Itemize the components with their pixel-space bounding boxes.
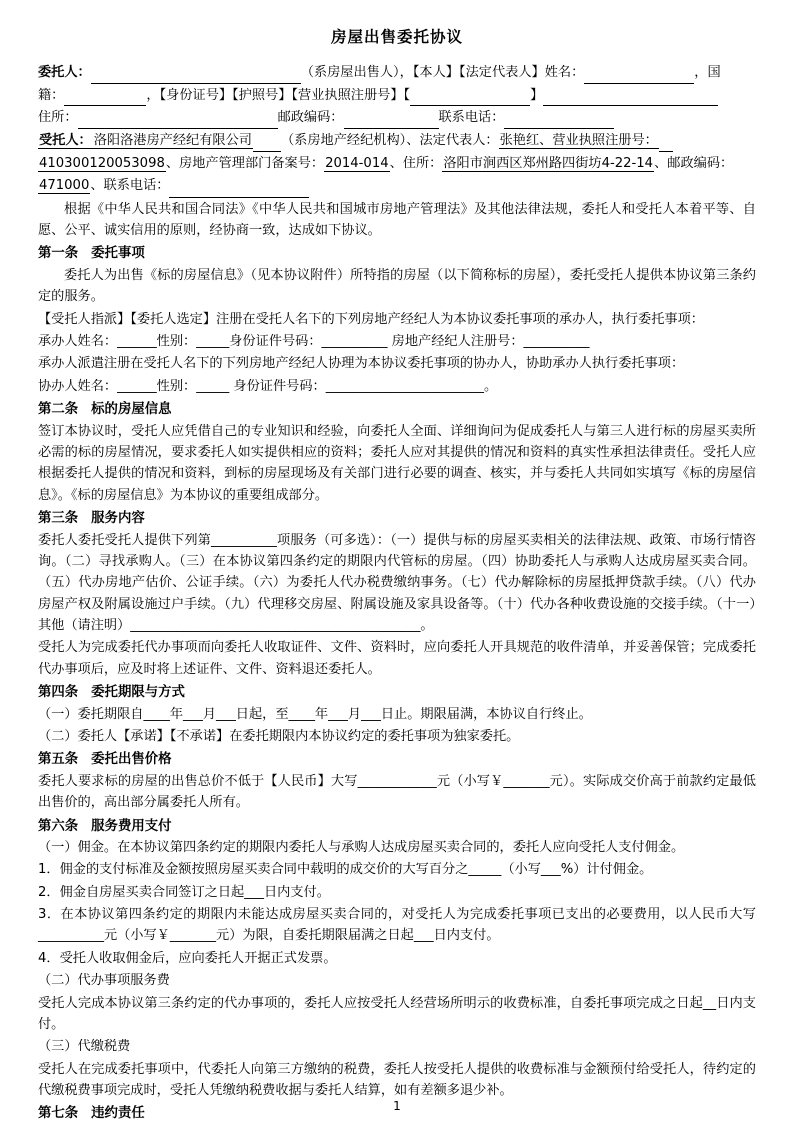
section-3-para-1: 委托人委托受托人提供下列第__________项服务（可多选）：（一）提供与标的房屋买卖相关的法律法规、政策、市场行情咨询。（二）寻找承购人。（三）在本协议第四条约定的期限内代管标的房屋。（四）协助委托人与承购人达成房屋买卖合同。（五）代办房地产估价、公证手续。（六）为委托人代办税费缴纳事务。（七）代办解除标的房屋抵押贷款手续。（八）代办房屋产权及附属设施过户手续。（九）代理移交房屋、附属设施及家具设备等。（十）代办各种收费设施的交接手续。（十一）其他（请注明）____________________________________________。 xyxy=(38,532,756,634)
nationality-label: 籍： xyxy=(38,87,65,103)
parties-block xyxy=(38,62,756,197)
trustee-license-lead-blank[interactable] xyxy=(659,137,673,152)
section-6-para-6: （二）代办事项服务费 xyxy=(38,973,170,989)
entrustor-line-1 xyxy=(38,62,756,83)
trustee-line-1 xyxy=(38,130,756,152)
section-title-1: 委托事项 xyxy=(91,246,145,262)
section-heading-4 xyxy=(38,683,756,702)
id-bracket-close: 】 xyxy=(530,87,544,103)
section-number-3: 第三条 xyxy=(38,511,79,527)
section-title-3: 服务内容 xyxy=(91,511,145,527)
address-label: 住所： xyxy=(38,110,78,126)
trustee-name-blank[interactable] xyxy=(253,137,281,152)
section-number-1: 第一条 xyxy=(38,246,79,262)
trustee-mid-5: 、联系电话： xyxy=(90,178,170,194)
section-title-2: 标的房屋信息 xyxy=(91,402,172,418)
section-heading-5 xyxy=(38,750,756,769)
trustee-line-3 xyxy=(38,175,756,197)
section-number-6: 第六条 xyxy=(38,818,79,834)
section-4-para-2: （二）委托人【承诺】【不承诺】在委托期限内本协议约定的委托事项为独家委托。 xyxy=(38,728,520,744)
trustee-mid-4: 、邮政编码： xyxy=(654,155,734,171)
section-1-para-5: 协办人姓名：______性别：_____ 身份证件号码：________________________。 xyxy=(38,378,498,394)
preamble: 根据《中华人民共和国合同法》《中华人民共和国城市房地产管理法》及其他法律法规，委托人和受托人本着平等、自愿、公平、诚实信用的原则，经协商一致，达成如下协议。 xyxy=(38,201,756,239)
section-1-para-1: 委托人为出售《标的房屋信息》（见本协议附件）所特指的房屋（以下简称标的房屋），委托受托人提供本协议第三条约定的服务。 xyxy=(38,267,756,305)
section-5-para-1: 委托人要求标的房屋的出售总价不低于【人民币】大写____________元（小写￥_______元）。实际成交价高于前款约定最低出售价的，高出部分属委托人所有。 xyxy=(38,773,756,811)
entrustor-name-blank[interactable] xyxy=(91,69,301,84)
entrustor-line-2 xyxy=(38,85,756,106)
section-6-para-7: 受托人完成本协议第三条约定的代办事项的，委托人应按受托人经营场所明示的收费标准，自委托事项完成之日起__日内支付。 xyxy=(38,995,756,1032)
entrustor-line-3 xyxy=(38,107,756,128)
trustee-postcode: 471000 xyxy=(39,178,90,194)
section-6-para-1: （一）佣金。在本协议第四条约定的期限内委托人与承购人达成房屋买卖合同的，委托人应向受托人支付佣金。 xyxy=(38,839,685,855)
section-4-para-1: （一）委托期限自____年___月___日起，至____年___月___日止。期限届满，本协议自行终止。 xyxy=(38,706,592,722)
section-title-5: 委托出售价格 xyxy=(91,752,172,768)
section-6-para-3: 2．佣金自房屋买卖合同签订之日起___日内支付。 xyxy=(38,884,330,900)
section-6-para-9: 受托人在完成委托事项中，代委托人向第三方缴纳的税费，委托人按受托人提供的收费标准与金额预付给受托人，待约定的代缴税费事项完成时，受托人凭缴纳税费收据与委托人结算，如有差额多退少补。 xyxy=(38,1061,756,1099)
section-heading-1 xyxy=(38,244,756,263)
trustee-name: 洛阳洛港房产经纪有限公司 xyxy=(93,132,252,148)
section-title-4: 委托期限与方式 xyxy=(91,685,185,701)
page-title: 房屋出售委托协议 xyxy=(330,28,463,46)
trustee-mid-1: （系房地产经纪机构）、法定代表人： xyxy=(281,132,499,148)
section-title-6: 服务费用支付 xyxy=(91,818,172,834)
section-6-para-8: （三）代缴税费 xyxy=(38,1039,131,1055)
section-2-para-1: 签订本协议时，受托人应凭借自己的专业知识和经验，向委托人全面、详细询问为促成委托人与第三人进行标的房屋买卖所必需的标的房屋情况，要求委托人如实提供相应的资料；委托人应对其提供的情况和资料的真实性承担法律责任。受托人应根据委托人提供的情况和资料，到标的房屋现场及有关部门进行必要的调查、核实，并与委托人共同如实填写《标的房屋信息》。《标的房屋信息》为本协议的重要组成部分。 xyxy=(38,423,756,503)
trustee-record-no: 2014-014 xyxy=(325,155,389,171)
section-number-2: 第二条 xyxy=(38,402,79,418)
section-1-para-2: 【受托人指派】【委托人选定】注册在受托人名下的下列房地产经纪人为本协议委托事项的承办人，执行委托事项： xyxy=(38,311,704,327)
section-3-para-2: 受托人为完成委托代办事项而向委托人收取证件、文件、资料时，应向委托人开具规范的收件清单，并妥善保管；完成委托代办事项后，应及时将上述证件、文件、资料退还委托人。 xyxy=(38,640,756,677)
address-blank[interactable] xyxy=(78,114,278,129)
phone-blank[interactable] xyxy=(504,114,614,129)
entrustor-line-1-tail: ，国 xyxy=(694,65,721,81)
id-label: ，【身份证号】【护照号】【营业执照注册号】【 xyxy=(146,87,411,103)
section-heading-3 xyxy=(38,509,756,528)
id-extra-blank[interactable] xyxy=(543,91,718,106)
section-6-para-2: 1．佣金的支付标准及金额按照房屋买卖合同中载明的成交价的大写百分之_____（小写___%）计付佣金。 xyxy=(38,862,653,878)
id-number-blank[interactable] xyxy=(410,91,530,106)
nationality-blank[interactable] xyxy=(64,91,146,106)
trustee-mid-2: 、房地产管理部门备案号： xyxy=(165,155,325,171)
section-number-7: 第七条 xyxy=(38,1106,79,1122)
section-title-7: 违约责任 xyxy=(91,1106,145,1122)
trustee-address: 洛阳市涧西区郑州路四街坊4-22-14 xyxy=(443,155,654,171)
section-6-para-5: 4．受托人收取佣金后，应向委托人开据正式发票。 xyxy=(38,950,337,966)
entrustor-rep-name-blank[interactable] xyxy=(584,69,694,84)
section-number-5: 第五条 xyxy=(38,752,79,768)
trustee-license-no: 410300120053098 xyxy=(39,155,165,171)
entrustor-label: 委托人： xyxy=(38,65,91,81)
trustee-line-2 xyxy=(38,153,756,174)
entrustor-line-1-suffix: （系房屋出售人），【本人】【法定代表人】姓名： xyxy=(300,65,585,81)
postcode-label: 邮政编码： xyxy=(277,110,344,126)
section-heading-2 xyxy=(38,400,756,419)
trustee-legal-person: 张艳红、营业执照注册号： xyxy=(499,132,658,148)
section-6-para-4: 3．在本协议第四条约定的期限内未能达成房屋买卖合同的，对受托人为完成委托事项已支出的必要费用，以人民币大写__________元（小写￥_______元）为限，自委托期限届满之日起___日内支付。 xyxy=(38,907,756,944)
trustee-label: 受托人： xyxy=(39,132,92,148)
trustee-mid-3: 、住所： xyxy=(389,155,443,171)
phone-label: 联系电话： xyxy=(438,110,505,126)
section-1-para-3: 承办人姓名：______性别：_____身份证件号码：__________ 房地产经纪人注册号：__________ xyxy=(38,334,590,350)
section-number-4: 第四条 xyxy=(38,685,79,701)
section-1-para-4: 承办人派遣注册在受托人名下的下列房地产经纪人协理为本协议委托事项的协办人，协助承办人执行委托事项： xyxy=(38,356,685,372)
postcode-blank[interactable] xyxy=(344,114,439,129)
trustee-phone-blank[interactable] xyxy=(169,183,309,198)
section-heading-6 xyxy=(38,817,756,836)
page-number: 1 xyxy=(393,1098,401,1113)
